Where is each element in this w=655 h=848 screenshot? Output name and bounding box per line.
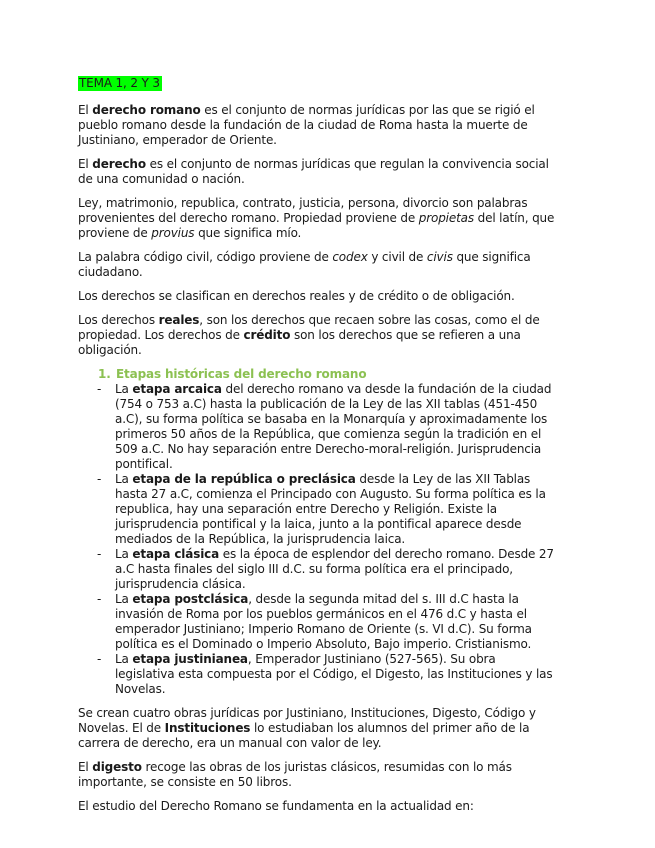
list-dash: - <box>97 472 102 486</box>
list-item-etapa-clasica <box>78 547 556 592</box>
list-dash: - <box>97 382 102 396</box>
section-number: 1. <box>98 367 111 381</box>
text: El <box>78 103 93 117</box>
list-item-etapa-justinianea <box>78 652 556 697</box>
paragraph-palabras <box>78 196 556 241</box>
text: son los derechos que se refieren a una obligación. <box>78 328 521 357</box>
text: , Emperador Justiniano (527-565). Su obra legislativa esta compuesta por el Código, el Digesto, las Instituciones y las Novelas. <box>115 652 553 696</box>
paragraph-codigo-civil <box>78 250 556 280</box>
text: desde la Ley de las XII Tablas hasta 27 a.C, comienza el Principado con Augusto. Su forma política es la republica, hay una separación entre Derecho y Religión. Existe la jurisprudencia pontifical y la laica, junto a la pontifical aparece desde mediados de la República, la jurisprudencia laica. <box>115 472 546 546</box>
list-item-etapa-republica <box>78 472 556 547</box>
bold-term: etapa postclásica <box>132 592 249 606</box>
bold-term: etapa clásica <box>132 547 220 561</box>
text: lo estudiaban los alumnos del primer año de la carrera de derecho, era un manual con valor de ley. <box>78 721 530 750</box>
bold-term: derecho <box>92 157 146 171</box>
text: es el conjunto de normas jurídicas que regulan la convivencia social de una comunidad o nación. <box>78 157 549 186</box>
list-dash: - <box>97 547 102 561</box>
italic-term: provius <box>151 226 195 240</box>
text: del derecho romano va desde la fundación de la ciudad (754 o 753 a.C) hasta la publicación de la Ley de las XII tablas (451-450 a.C), su forma política se basaba en la Monarquía y aproximadamente los primeros 50 años de la República, que comienza según la tradición en el 509 a.C. No hay separación entre Derecho-moral-religión. Jurisprudencia pontifical. <box>115 382 552 471</box>
paragraph-reales-credito <box>78 313 556 358</box>
paragraph-digesto <box>78 760 556 790</box>
text: , son los derechos que recaen sobre las cosas, como el de propiedad. Los derechos de <box>78 313 540 342</box>
text: La palabra código civil, código proviene de <box>78 250 333 264</box>
text: Los derechos <box>78 313 159 327</box>
section-heading-etapas <box>78 367 556 382</box>
bold-term: reales <box>158 313 200 327</box>
bold-term: derecho romano <box>92 103 201 117</box>
section-label: Etapas históricas del derecho romano <box>116 367 367 381</box>
list-item-etapa-postclasica <box>78 592 556 652</box>
italic-term: propietas <box>418 211 474 225</box>
highlighted-title: TEMA 1, 2 Y 3 <box>79 76 160 90</box>
text: que significa ciudadano. <box>78 250 531 279</box>
bold-term: crédito <box>243 328 291 342</box>
paragraph-derecho-romano <box>78 103 556 148</box>
document-body <box>78 76 556 823</box>
list-item-etapa-arcaica <box>78 382 556 472</box>
bold-term: etapa de la república o preclásica <box>132 472 356 486</box>
italic-term: civis <box>426 250 453 264</box>
text: La <box>115 592 133 606</box>
text: del latín, que proviene de <box>78 211 555 240</box>
paragraph-clasificacion: Los derechos se clasifican en derechos reales y de crédito o de obligación. <box>78 289 515 303</box>
bold-term: digesto <box>92 760 142 774</box>
text: La <box>115 652 133 666</box>
text: Ley, matrimonio, republica, contrato, justicia, persona, divorcio son palabras provenientes del derecho romano. Propiedad proviene de <box>78 196 528 225</box>
list-dash: - <box>97 652 102 666</box>
text: El <box>78 760 93 774</box>
paragraph-estudio: El estudio del Derecho Romano se fundamenta en la actualidad en: <box>78 799 474 813</box>
text: es la época de esplendor del derecho romano. Desde 27 a.C hasta finales del siglo III d.C. su forma política era el principado, jurisprudencia clásica. <box>115 547 554 591</box>
text: La <box>115 547 133 561</box>
text: que significa mío. <box>194 226 302 240</box>
text: La <box>115 472 133 486</box>
eras-list <box>78 382 556 697</box>
italic-term: codex <box>332 250 368 264</box>
text: recoge las obras de los juristas clásicos, resumidas con lo más importante, se consiste en 50 libros. <box>78 760 512 789</box>
text: La <box>115 382 133 396</box>
text: , desde la segunda mitad del s. III d.C hasta la invasión de Roma por los pueblos germánicos en el 476 d.C y hasta el emperador Justiniano; Imperio Romano de Oriente (s. VI d.C). Su forma política es el Dominado o Imperio Absoluto, Bajo imperio. Cristianismo. <box>115 592 532 651</box>
text: y civil de <box>367 250 427 264</box>
list-dash: - <box>97 592 102 606</box>
text: es el conjunto de normas jurídicas por las que se rigió el pueblo romano desde la fundación de la ciudad de Roma hasta la muerte de Justiniano, emperador de Oriente. <box>78 103 535 147</box>
paragraph-obras-justiniano <box>78 706 556 751</box>
paragraph-derecho <box>78 157 556 187</box>
text: Se crean cuatro obras jurídicas por Justiniano, Instituciones, Digesto, Código y Novelas. El de <box>78 706 536 735</box>
text: El <box>78 157 93 171</box>
bold-term: etapa arcaica <box>132 382 222 396</box>
bold-term: Instituciones <box>164 721 251 735</box>
bold-term: etapa justinianea <box>132 652 248 666</box>
